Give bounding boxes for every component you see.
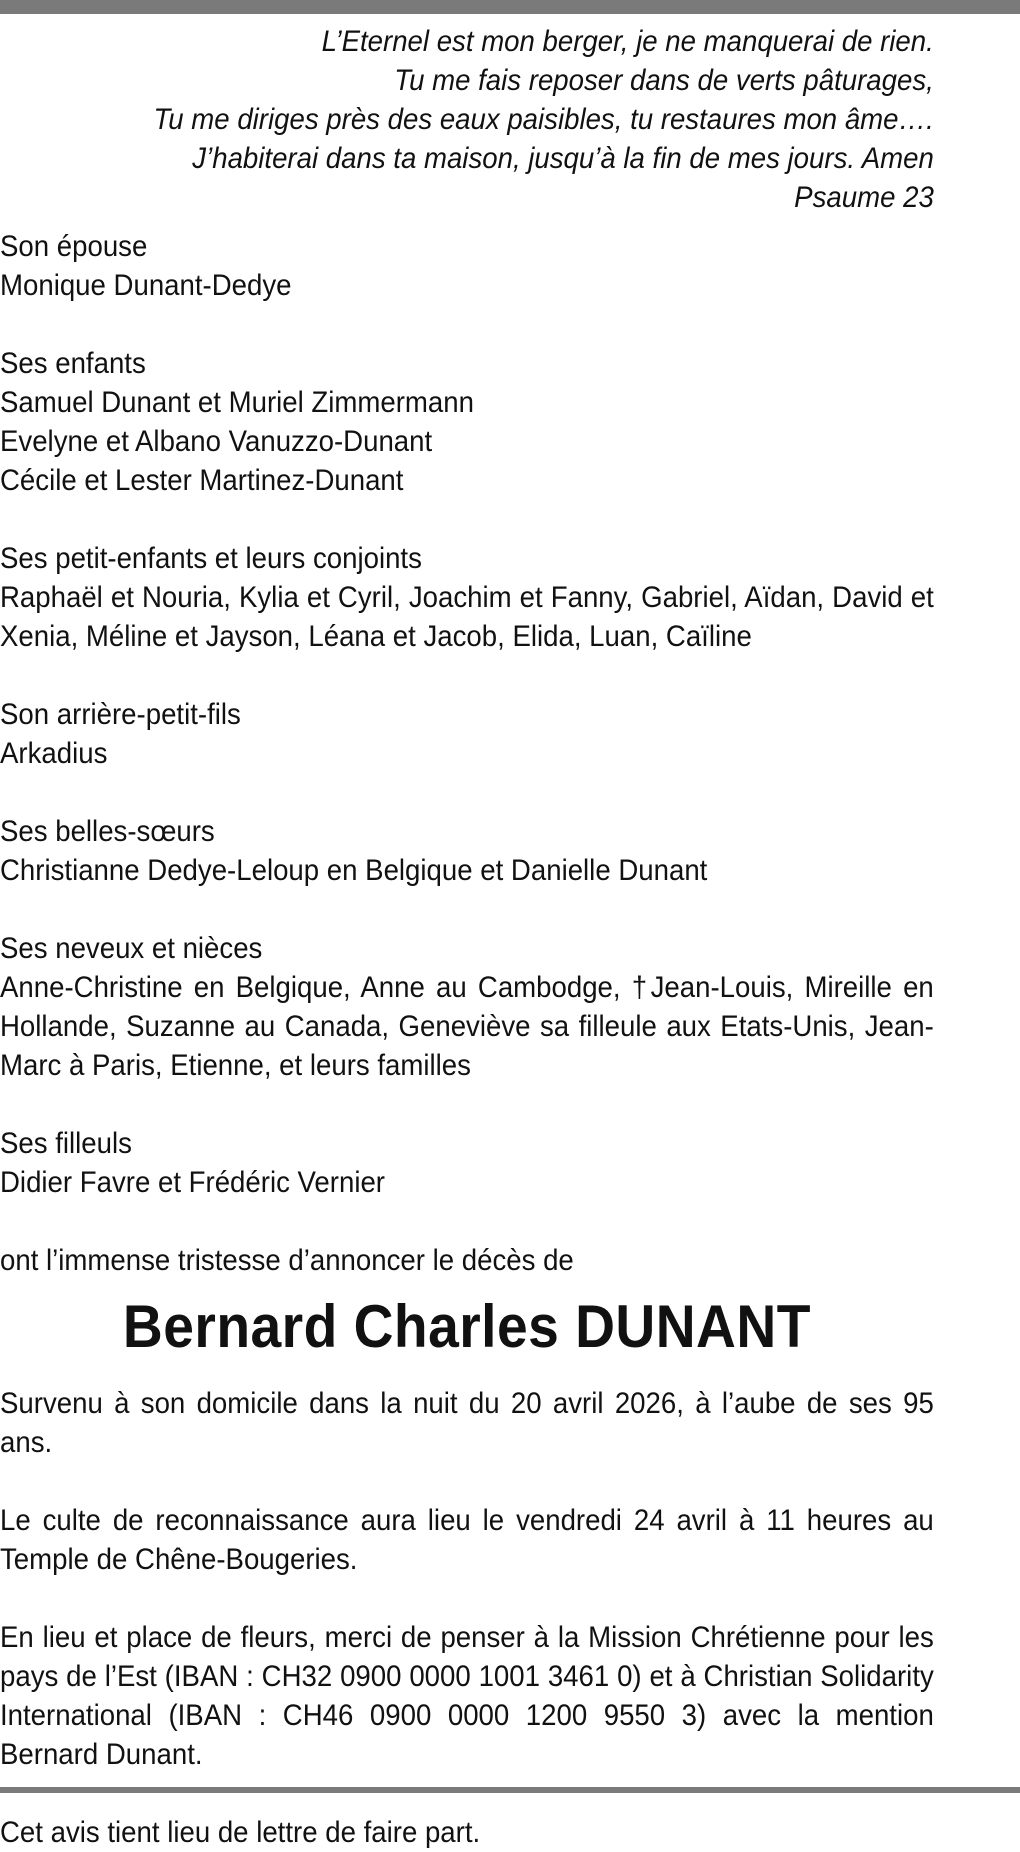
family-heading: Ses belles-sœurs [0,815,215,848]
family-nephews-nieces [0,929,934,1085]
quote-source: Psaume 23 [794,181,934,214]
family-heading: Ses petit-enfants et leurs conjoints [0,542,422,575]
announcement-text: ont l’immense tristesse d’annoncer le décès de [0,1244,574,1277]
family-children [0,344,934,500]
quote-line: J’habiterai dans ta maison, jusqu’à la fin de mes jours. Amen [192,142,934,175]
quote-line: Tu me fais reposer dans de verts pâturages, [394,64,934,97]
family-member: Cécile et Lester Martinez-Dunant [0,464,404,497]
death-details: Survenu à son domicile dans la nuit du 20 avril 2026, à l’aube de ses 95 ans. [0,1387,934,1459]
family-spouse [0,227,934,305]
top-border-bar [0,0,1020,14]
family-member: Didier Favre et Frédéric Vernier [0,1166,386,1199]
family-heading: Ses filleuls [0,1127,132,1160]
family-sisters-in-law [0,812,934,890]
family-member: Arkadius [0,737,108,770]
obituary-notice [0,22,934,1852]
donation-details: En lieu et place de fleurs, merci de penser à la Mission Chrétienne pour les pays de l’Est (IBAN : CH32 0900 0000 1001 3461 0) et à Christian Solidarity International (IBAN : CH46 0900 0000 1200 9550 3) avec la mention Bernard Dunant. [0,1621,934,1771]
family-heading: Ses enfants [0,347,146,380]
family-member-list: Anne-Christine en Belgique, Anne au Cambodge, †Jean-Louis, Mireille en Hollande, Suzanne au Canada, Geneviève sa filleule aux Etats-Unis, Jean-Marc à Paris, Etienne, et leurs familles [0,971,934,1082]
family-member: Monique Dunant-Dedye [0,269,292,302]
family-member: Christianne Dedye-Leloup en Belgique et Danielle Dunant [0,854,708,887]
family-godchildren [0,1124,934,1202]
family-great-grandchild [0,695,934,773]
quote-line: L’Eternel est mon berger, je ne manquerai de rien. [321,25,934,58]
quote-line: Tu me diriges près des eaux paisibles, tu restaures mon âme…. [153,103,934,136]
family-member-list: Raphaël et Nouria, Kylia et Cyril, Joachim et Fanny, Gabriel, Aïdan, David et Xenia, Méline et Jayson, Léana et Jacob, Elida, Luan, Caïline [0,581,934,653]
bottom-border-bar [0,1787,1020,1793]
family-member: Evelyne et Albano Vanuzzo-Dunant [0,425,433,458]
family-heading: Son arrière-petit-fils [0,698,241,731]
psalm-quote [0,22,934,217]
family-heading: Ses neveux et nièces [0,932,263,965]
deceased-name: Bernard Charles DUNANT [122,1293,811,1360]
service-details: Le culte de reconnaissance aura lieu le vendredi 24 avril à 11 heures au Temple de Chêne-Bougeries. [0,1504,934,1576]
family-member: Samuel Dunant et Muriel Zimmermann [0,386,474,419]
family-grandchildren [0,539,934,656]
notice-closing: Cet avis tient lieu de lettre de faire part. [0,1816,481,1849]
family-heading: Son épouse [0,230,148,263]
